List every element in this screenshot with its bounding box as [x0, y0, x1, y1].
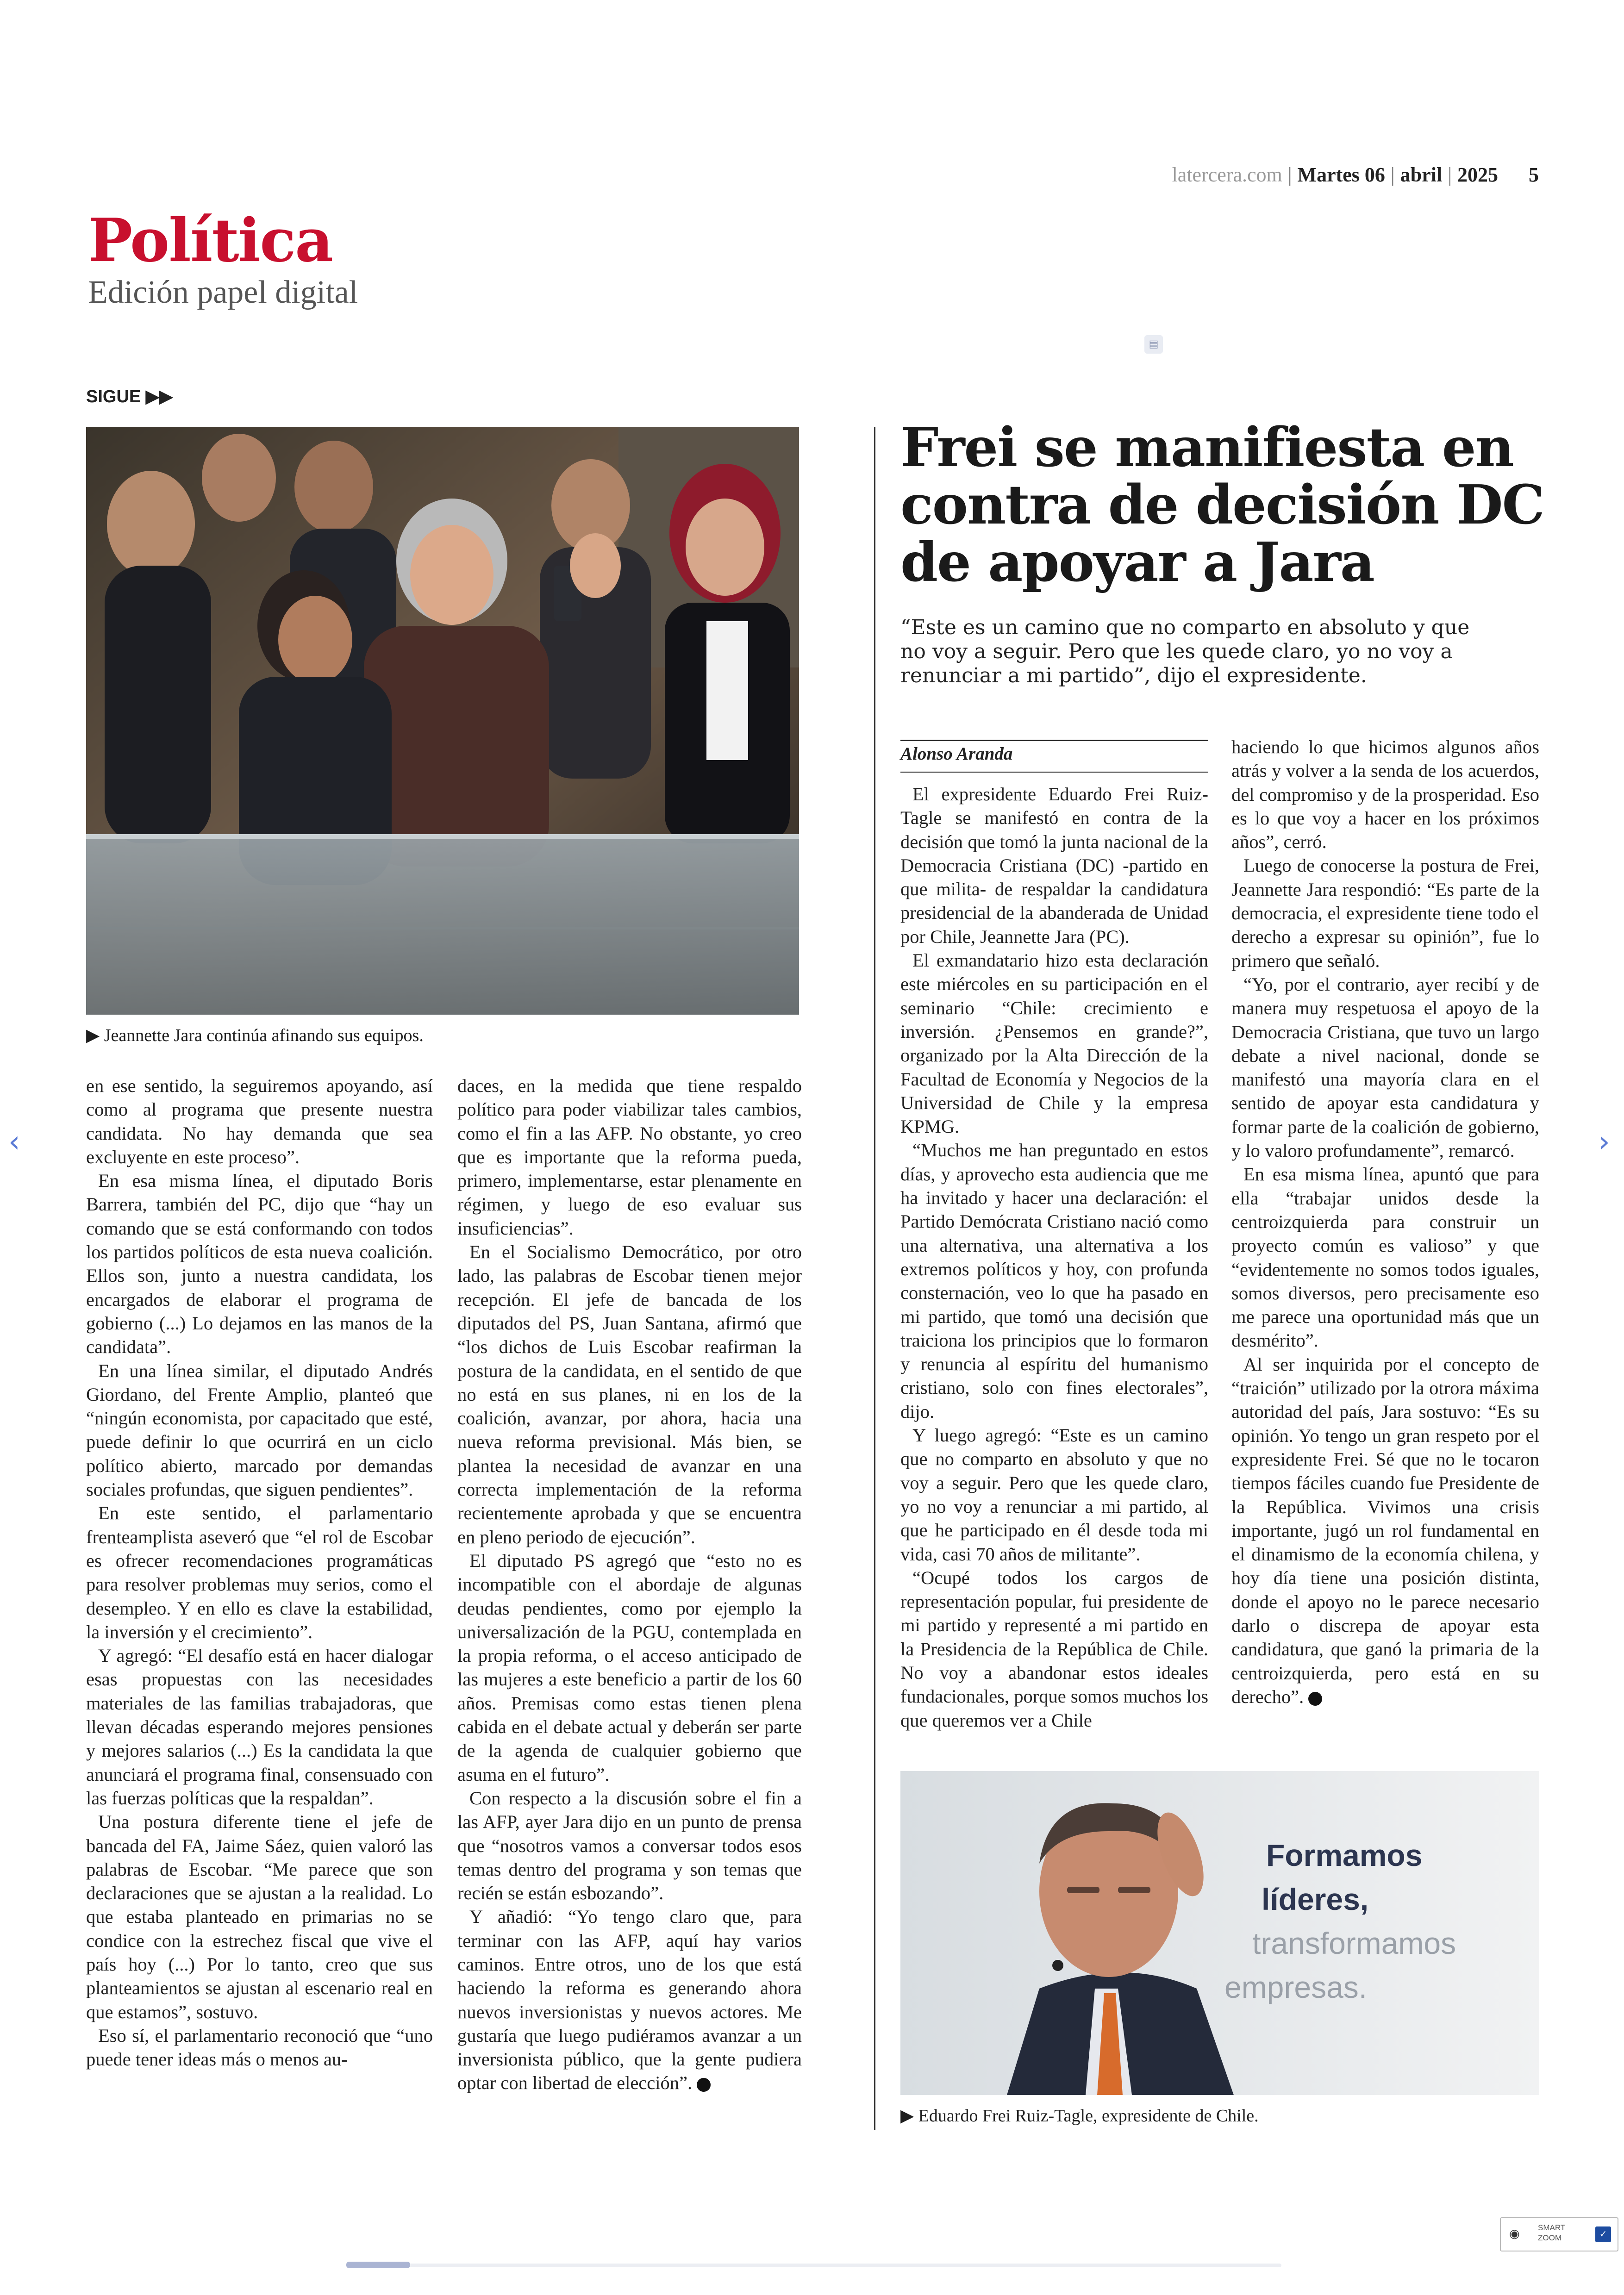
section-title: Política [88, 206, 333, 275]
page-scrollbar-thumb[interactable] [346, 2262, 410, 2268]
end-mark-icon [697, 2078, 711, 2092]
headline: Frei se manifiesta en contra de decisión DC de apoyar a Jara [900, 416, 1544, 594]
backdrop-line: empresas. [1224, 1970, 1368, 2004]
edition-label: Edición papel digital [88, 274, 358, 310]
paragraph: En este sentido, el parlamentario frenteamplista aseveró que “el rol de Escobar es ofrecer recomendaciones programáticas para resolver problemas muy serios, como el desempleo. Y en ello es clave la estabilidad, la inversión y el crecimiento”. [86, 1503, 433, 1642]
frei-photo [900, 1771, 1539, 2095]
column-divider [874, 427, 875, 2130]
eye-icon: ◉ [1509, 2226, 1520, 2240]
story-column-1 [86, 1074, 433, 2071]
paragraph: En una línea similar, el diputado Andrés Giordano, del Frente Amplio, planteó que “ningún economista, por capacitado que esté, puede definir lo que ocurrirá en un ciclo político abierto, marcado por demandas sociales profundas, que siguen pendientes”. [86, 1360, 433, 1500]
page-scrollbar-track[interactable] [346, 2264, 1281, 2267]
paragraph: Y añadió: “Yo tengo claro que, para terminar con las AFP, aquí hay varios caminos. Entre otros, uno de los que está haciendo la reforma es generando ahora nuevos inversionistas y nuevos actores. Me gustaría que luego pudiéramos avanzar a un inversionista público, que la gente pudiera optar con libertad de elección”. [457, 1906, 802, 2094]
byline-rule [900, 772, 1208, 773]
backdrop-line: transformamos [1252, 1926, 1456, 1960]
paragraph: En esa misma línea, apuntó que para ella “trabajar unidos desde la centroizquierda para construir un proyecto común es valioso” y que “evidentemente no somos todos iguales, somos diversos, pero precisamente eso me parece una oportunidad más que un desmérito”. [1231, 1164, 1539, 1351]
end-mark-icon [1308, 1692, 1322, 1706]
paragraph: Eso sí, el parlamentario reconoció que “uno puede tener ideas más o menos au- [86, 2025, 433, 2070]
prev-page-chevron-icon[interactable]: ‹ [8, 1125, 20, 1159]
photo-caption-frei: ▶ Eduardo Frei Ruiz-Tagle, expresidente de Chile. [900, 2106, 1259, 2126]
byline: Alonso Aranda [900, 744, 1013, 764]
paragraph: El diputado PS agregó que “esto no es incompatible con el abordaje de algunas deudas pendientes, como por ejemplo la universalización de la PGU, contemplada en la propia reforma, o el acceso anticipado de las mujeres a este beneficio a partir de los 60 años. Premisas como estas tienen plena cabida en el debate actual y deberán ser parte de la agenda de cualquier gobierno que asuma en el futuro”. [457, 1550, 802, 1785]
paragraph: haciendo lo que hicimos algunos años atrás y volver a la senda de los acuerdos, del compromiso y de la prosperidad. Eso es lo que voy a hacer en los próximos años”, cerró. [1231, 736, 1539, 853]
continued-label: SIGUE ▶▶ [86, 387, 173, 406]
page-header-meta: latercera.com | Martes 06 | abril | 2025 5 [1172, 163, 1539, 186]
story-column-3 [900, 782, 1208, 1732]
paragraph: El expresidente Eduardo Frei Ruiz-Tagle se manifestó en contra de la decisión que tomó la junta nacional de la Democracia Cristiana (DC) -partido en que milita- de respaldar la candidatura presidencial de la abanderada de Unidad por Chile, Jeannette Jara (PC). [900, 784, 1208, 947]
paragraph: Una postura diferente tiene el jefe de bancada del FA, Jaime Sáez, quien valoró las palabras de Escobar. “Me parece que son declaraciones que se ajustan a la realidad. Lo que estaba planteado en primarias no se condice con la estrechez fiscal que vive el país hoy (...) Por lo tanto, creo que sus planteamientos se ajustan al escenario real en que estamos”, sostuvo. [86, 1811, 433, 2022]
date-year: 2025 [1457, 163, 1498, 186]
photo-caption-jara: ▶ Jeannette Jara continúa afinando sus equipos. [86, 1026, 424, 1045]
paragraph: El exmandatario hizo esta declaración este miércoles en su participación en el seminario “Chile: crecimiento e inversión. ¿Pensemos en grande?”, organizado por la Alta Dirección de la Facultad de Economía y Negocios de la Universidad de Chile y la empresa KPMG. [900, 950, 1208, 1137]
paragraph: Luego de conocerse la postura de Frei, Jeannette Jara respondió: “Es parte de la democracia, el expresidente tiene todo el derecho a expresar su opinión”, fue lo primero que señaló. [1231, 855, 1539, 971]
date-month: abril [1400, 163, 1443, 186]
page-number: 5 [1529, 163, 1539, 186]
backdrop-line: Formamos [1266, 1838, 1423, 1872]
site-name: latercera.com [1172, 163, 1282, 186]
paragraph: Al ser inquirida por el concepto de “traición” utilizado por la otrora máxima autoridad del país, Jara sostuvo: “Es su opinión. Yo tengo un gran respeto por el expresidente Frei. Sé que no le tocaron tiempos fáciles cuando fue Presidente de la República. Vivimos una crisis importante, jugó un rol fundamental en el dinamismo de la economía chilena, y hoy día tiene una posición distinta, donde el apoyo no le parece necesario darlo o discrepa de apoyar esta candidatura, que ganó la primaria de la centroizquierda, pero está en su derecho”. [1231, 1353, 1539, 1707]
date-day: Martes 06 [1297, 163, 1385, 186]
paragraph: En esa misma línea, el diputado Boris Barrera, también del PC, dijo que “hay un comando que se está conformando con todos los partidos políticos de esta nueva coalición. Ellos son, junto a nuestra candidata, los encargados de elaborar el programa de gobierno (...) Lo dejamos en las manos de la candidata”. [86, 1170, 433, 1358]
smart-zoom-widget[interactable] [1500, 2217, 1618, 2251]
paragraph: En el Socialismo Democrático, por otro lado, las palabras de Escobar tienen mejor recepción. El jefe de bancada de los diputados del PS, Juan Santana, afirmó que “los dichos de Luis Escobar reafirman la postura de la candidata, en el sentido de que no está en sus planes, ni en los de la coalición, avanzar, por ahora, hacia una nueva reforma previsional. Más bien, se plantea la necesidad de avanzar en una correcta implementación de la reforma recientemente aprobada y que se encuentra en pleno periodo de ejecución”. [457, 1241, 802, 1547]
story-column-2 [457, 1074, 802, 2095]
next-page-chevron-icon[interactable]: › [1598, 1125, 1610, 1159]
backdrop-line: líderes, [1262, 1882, 1369, 1916]
paragraph: “Yo, por el contrario, ayer recibí y de manera muy respetuosa el apoyo de la Democracia Cristiana, que tuvo un largo debate a nivel nacional, donde se manifestó una mayoría clara en el sentido de apoyar esta candidatura y formar parte de la coalición de gobierno, y lo valoro profundamente”, remarcó. [1231, 973, 1539, 1161]
paragraph: “Ocupé todos los cargos de representación popular, fui presidente de mi partido y representé a mi partido en la Presidencia de la República de Chile. No voy a abandonar estos ideales fundacionales, porque somos muchos los que queremos ver a Chile [900, 1567, 1208, 1731]
paragraph: Con respecto a la discusión sobre el fin a las AFP, ayer Jara dijo en un punto de prensa que “nosotros vamos a conversar todos esos temas dentro del programa y son temas que recién se están esbozando”. [457, 1787, 802, 1904]
page-marker-icon[interactable]: ▤ [1144, 335, 1163, 354]
byline-rule [900, 740, 1208, 741]
jara-photo [86, 427, 799, 1015]
toggle-icon[interactable]: ✓ [1595, 2226, 1611, 2242]
paragraph: “Muchos me han preguntado en estos días, y aprovecho esta audiencia que me ha invitado y hacer una declaración: el Partido Demócrata Cristiano nació como una alternativa, una alternativa a los extremos políticos y hoy, con profunda consternación, veo lo que ha pasado en mi partido, que tomó una decisión que traiciona los principios que lo formaron y renuncia al espíritu del humanismo cristiano, solo con fines electorales”, dijo. [900, 1140, 1208, 1422]
smart-zoom-label: SMART ZOOM [1538, 2223, 1566, 2242]
deck: “Este es un camino que no comparto en absoluto y que no voy a seguir. Pero que les quede claro, yo no voy a renunciar a mi partido”, dijo el expresidente. [900, 616, 1470, 687]
paragraph: Y luego agregó: “Este es un camino que no comparto en absoluto y que no voy a seguir. Pero que les quede claro, yo no voy a renunciar a mi partido, al que he participado en él desde toda mi vida, casi 70 años de militante”. [900, 1425, 1208, 1565]
paragraph: Y agregó: “El desafío está en hacer dialogar esas propuestas con las necesidades materiales de las familias trabajadoras, que llevan décadas esperando mejores pensiones y mejores salarios (...) Es la candidata la que anunciará el programa final, consensuado con las fuerzas políticas que la respaldan”. [86, 1645, 433, 1809]
story-column-4 [1231, 735, 1539, 1709]
paragraph: en ese sentido, la seguiremos apoyando, así como al programa que presente nuestra candidata. No hay demanda que sea excluyente en este proceso”. [86, 1075, 433, 1167]
paragraph: daces, en la medida que tiene respaldo político para poder viabilizar tales cambios, como el fin a las AFP. No obstante, yo creo que es importante que la reforma pueda, primero, implementarse, estar plenamente en régimen, y luego de eso evaluar sus insuficiencias”. [457, 1075, 802, 1239]
